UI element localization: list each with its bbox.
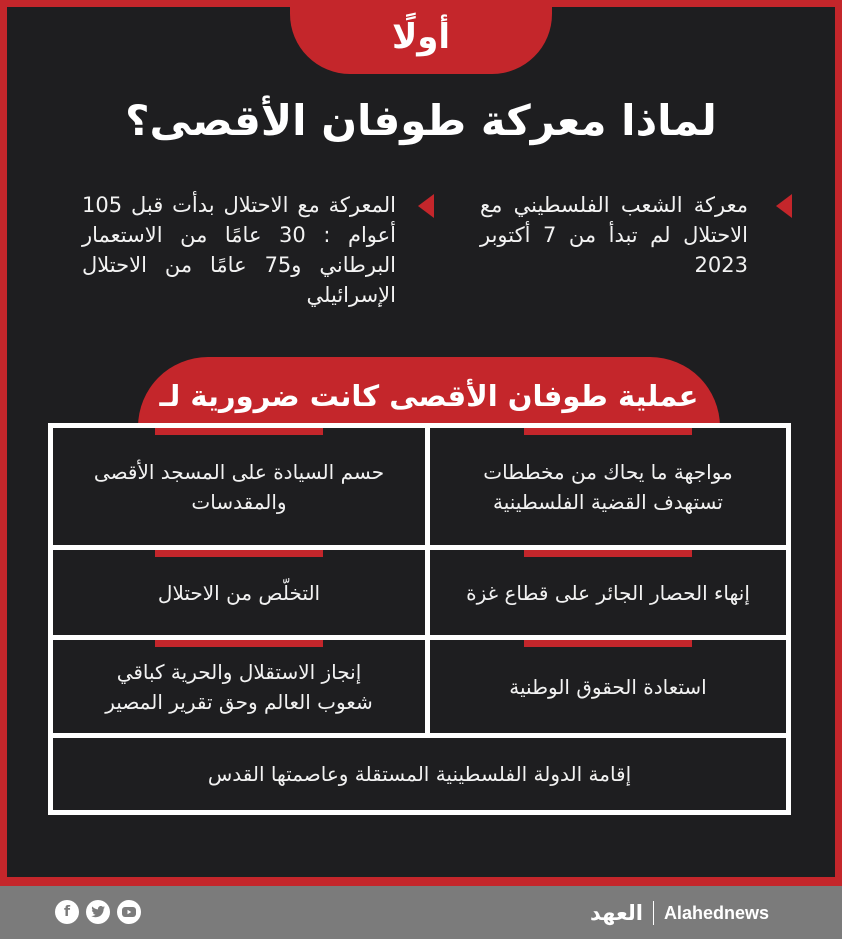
bullet-triangle-icon [776, 194, 792, 218]
reason-cell [430, 550, 786, 635]
brand-divider [653, 901, 654, 925]
cell-accent-bar [524, 640, 692, 647]
reason-text: إنهاء الحصار الجائر على قطاع غزة [466, 580, 750, 605]
bullet-triangle-icon [418, 194, 434, 218]
reason-cell [53, 738, 786, 810]
reason-cell [430, 640, 786, 733]
reasons-grid [48, 423, 791, 815]
cell-accent-bar [155, 640, 323, 647]
cell-accent-bar [524, 428, 692, 435]
section-title: عملية طوفان الأقصى كانت ضرورية لـ [159, 379, 699, 413]
reason-text: مواجهة ما يحاك من مخططات تستهدف القضية الفلسطينية [483, 459, 733, 514]
reason-cell [53, 428, 425, 545]
brand-arabic: العهد [590, 901, 643, 925]
reason-cell [430, 428, 786, 545]
brand-english: Alahednews [663, 902, 769, 923]
brand-logo [590, 898, 769, 928]
reason-cell [53, 550, 425, 635]
reason-text: حسم السيادة على المسجد الأقصى والمقدسات [93, 459, 385, 514]
facebook-icon[interactable]: f [55, 900, 79, 924]
cell-accent-bar [524, 550, 692, 557]
footer-bar [0, 886, 842, 939]
intro-right-text: معركة الشعب الفلسطيني مع الاحتلال لم تبدأ من 7 أكتوبر 2023 [480, 193, 748, 277]
reason-cell [53, 640, 425, 733]
reason-text: التخلّص من الاحتلال [157, 580, 321, 605]
header-tab-label: أولًا [391, 17, 451, 57]
header-tab [290, 0, 552, 74]
youtube-icon[interactable] [117, 900, 141, 924]
reason-text: إنجاز الاستقلال والحرية كباقي شعوب العالم وحق تقرير المصير [105, 659, 373, 714]
reason-text: استعادة الحقوق الوطنية [509, 674, 707, 699]
page-title: لماذا معركة طوفان الأقصى؟ [125, 96, 717, 145]
reason-text: إقامة الدولة الفلسطينية المستقلة وعاصمتها القدس [207, 762, 632, 786]
twitter-icon[interactable] [86, 900, 110, 924]
cell-accent-bar [155, 428, 323, 435]
cell-accent-bar [155, 550, 323, 557]
intro-left-text: المعركة مع الاحتلال بدأت قبل 105 أعوام : 30 عامًا من الاستعمار البرطاني و75 عامًا من الاحتلال الإسرائيلي [82, 193, 396, 307]
